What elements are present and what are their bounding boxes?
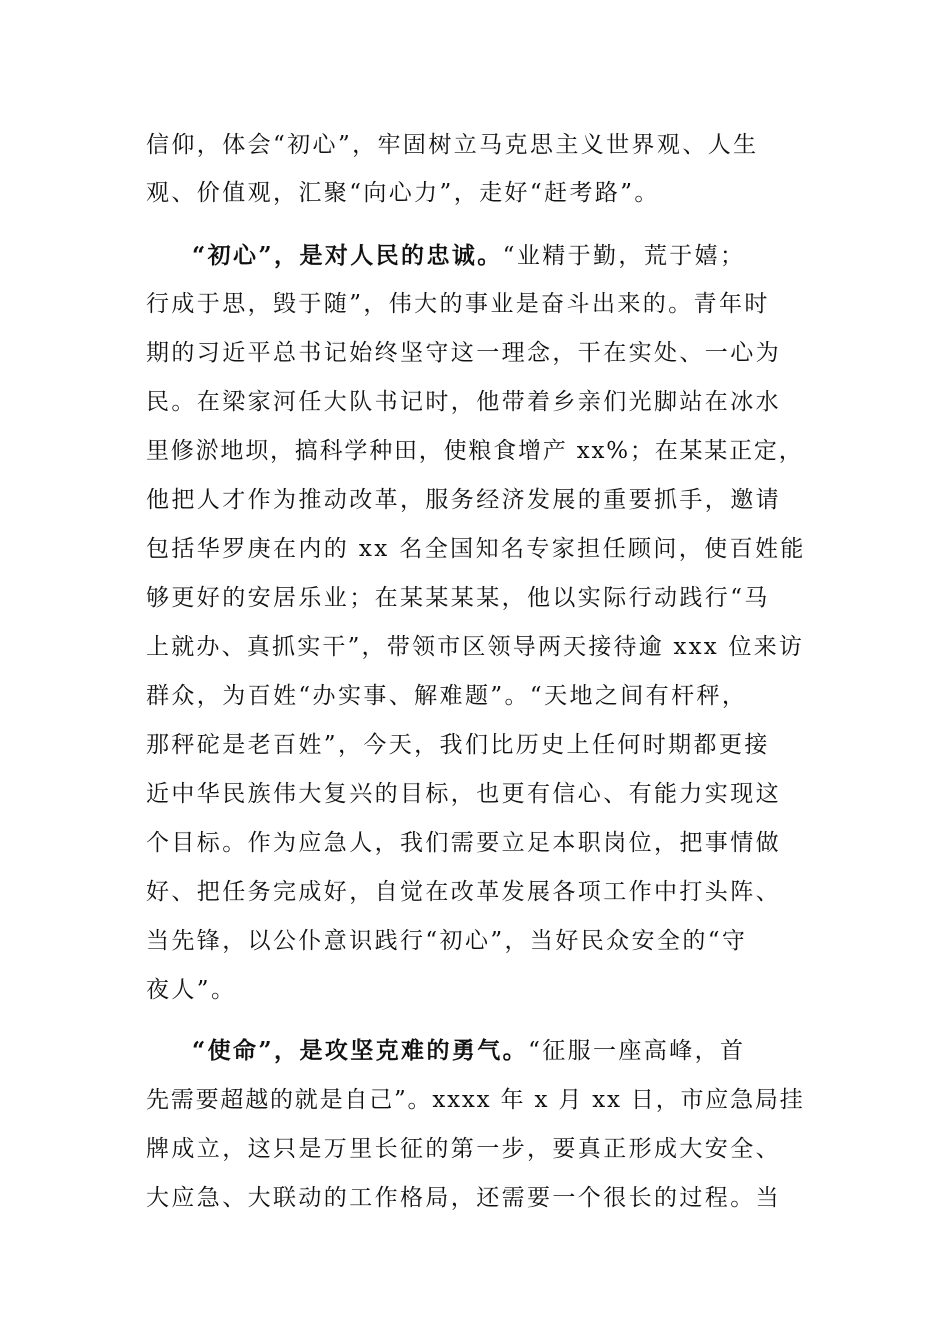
paragraph-first-line [192,1034,745,1068]
text-line: 够更好的安居乐业；在某某某某，他以实际行动践行“马 [146,585,770,611]
text-line: 期的习近平总书记始终坚守这一理念，干在实处、一心为 [146,340,781,366]
text-line: 当先锋，以公仆意识践行“初心”，当好民众安全的“守 [146,928,748,954]
text-line: 好、把任务完成好，自觉在改革发展各项工作中打头阵、 [146,879,781,905]
text-line: 民。在梁家河任大队书记时，他带着乡亲们光脚站在冰水 [146,389,781,415]
text-line: 上就办、真抓实干”，带领市区领导两天接待逾 xxx 位来访 [146,634,805,660]
text-line: 信仰，体会“初心”，牢固树立马克思主义世界观、人生 [146,132,759,158]
text-line: 牌成立，这只是万里长征的第一步，要真正形成大安全、 [146,1136,781,1162]
text-line: 里修淤地坝，搞科学种田，使粮食增产 xx%；在某某正定， [146,438,804,464]
text-line: 个目标。作为应急人，我们需要立足本职岗位，把事情做 [146,830,781,856]
text-line: 他把人才作为推动改革，服务经济发展的重要抓手，邀请 [146,487,781,513]
text-segment: “征服一座高峰，首 [528,1038,746,1064]
text-line: 夜人”。 [146,977,237,1003]
paragraph-lead: “初心”，是对人民的忠诚。 [192,242,503,269]
paragraph-lead: “使命”，是攻坚克难的勇气。 [192,1037,529,1064]
text-line: 近中华民族伟大复兴的目标，也更有信心、有能力实现这 [146,781,781,807]
text-line: 那秤砣是老百姓”，今天，我们比历史上任何时期都更接 [146,732,770,758]
text-line: 行成于思，毁于随”，伟大的事业是奋斗出来的。青年时 [146,291,770,317]
text-line: 包括华罗庚在内的 xx 名全国知名专家担任顾问，使百姓能 [146,536,806,562]
text-line: 先需要超越的就是自己”。xxxx 年 x 月 xx 日，市应急局挂 [146,1087,805,1113]
text-line: 观、价值观，汇聚“向心力”，走好“赶考路”。 [146,180,660,206]
text-line: 群众，为百姓“办实事、解难题”。“天地之间有杆秤， [146,683,748,709]
paragraph-first-line [192,239,745,273]
text-segment: “业精于勤，荒于嬉； [502,243,746,269]
text-line: 大应急、大联动的工作格局，还需要一个很长的过程。当 [146,1185,781,1211]
